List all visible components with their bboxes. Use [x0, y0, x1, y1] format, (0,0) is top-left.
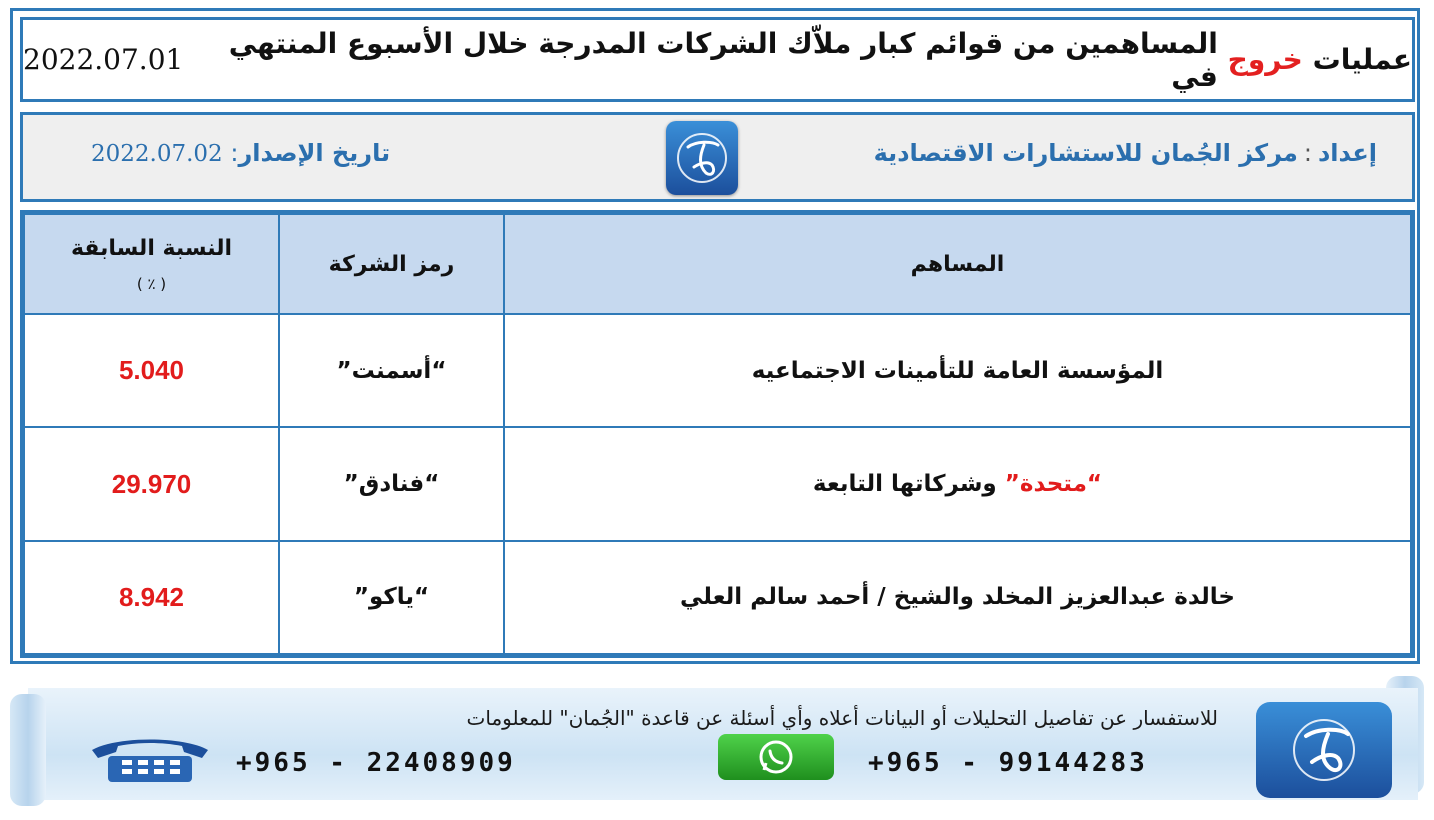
prepared-separator: : [1303, 139, 1312, 167]
table-header-row [24, 214, 1411, 314]
contact-footer [8, 676, 1428, 816]
title-part1: عمليات [1312, 43, 1412, 76]
issue-separator: : [230, 139, 239, 167]
issue-date: 2022.07.02 [91, 141, 223, 167]
table-row [24, 427, 1411, 540]
row-shareholder: المؤسسة العامة للتأمينات الاجتماعيه [504, 314, 1411, 427]
row-shareholder-rest: وشركاتها التابعة [812, 471, 1005, 498]
scroll-roll-left [10, 694, 46, 806]
title-date: 2022.07.01 [23, 43, 184, 76]
row-shareholder: خالدة عبدالعزيز المخلد والشيخ / أحمد سالم العلي [504, 541, 1411, 654]
telephone-icon [86, 734, 214, 784]
header-symbol: رمز الشركة [279, 214, 504, 314]
row-shareholder [504, 427, 1411, 540]
aljuman-logo-icon [666, 121, 738, 195]
whatsapp-icon [718, 734, 834, 780]
row-symbol: “فنادق” [279, 427, 504, 540]
row-symbol: “ياكو” [279, 541, 504, 654]
data-table [20, 210, 1415, 658]
page-title [20, 17, 1415, 102]
header-previous-unit: ( ٪ ) [136, 274, 167, 293]
row-previous: 29.970 [24, 427, 279, 540]
prepared-by-name: مركز الجُمان للاستشارات الاقتصادية [873, 139, 1298, 167]
prepared-by [874, 139, 1377, 167]
row-symbol: “أسمنت” [279, 314, 504, 427]
inquiry-text: للاستفسار عن تفاصيل التحليلات أو البيانات أعلاه وأي أسئلة عن قاعدة "الجُمان" للمعلومات [466, 706, 1218, 730]
header-shareholder: المساهم [504, 214, 1411, 314]
table-row [24, 541, 1411, 654]
whatsapp-phone: +965 - 99144283 [868, 748, 1148, 778]
aljuman-logo-icon [1256, 702, 1392, 798]
row-previous: 5.040 [24, 314, 279, 427]
header-previous-ratio [24, 214, 279, 314]
info-bar [20, 112, 1415, 202]
title-part2: المساهمين من قوائم كبار ملاّك الشركات المدرجة خلال الأسبوع المنتهي في [228, 26, 1218, 93]
table-row [24, 314, 1411, 427]
prepared-label: إعداد [1317, 139, 1377, 167]
issue-label: تاريخ الإصدار [238, 139, 391, 167]
issue-date-block [91, 139, 390, 167]
header-previous-label: النسبة السابقة [70, 235, 233, 261]
title-highlight: خروج [1227, 43, 1303, 76]
row-shareholder-highlight: “متحدة” [1004, 471, 1103, 498]
row-previous: 8.942 [24, 541, 279, 654]
landline-phone: +965 - 22408909 [236, 748, 516, 778]
